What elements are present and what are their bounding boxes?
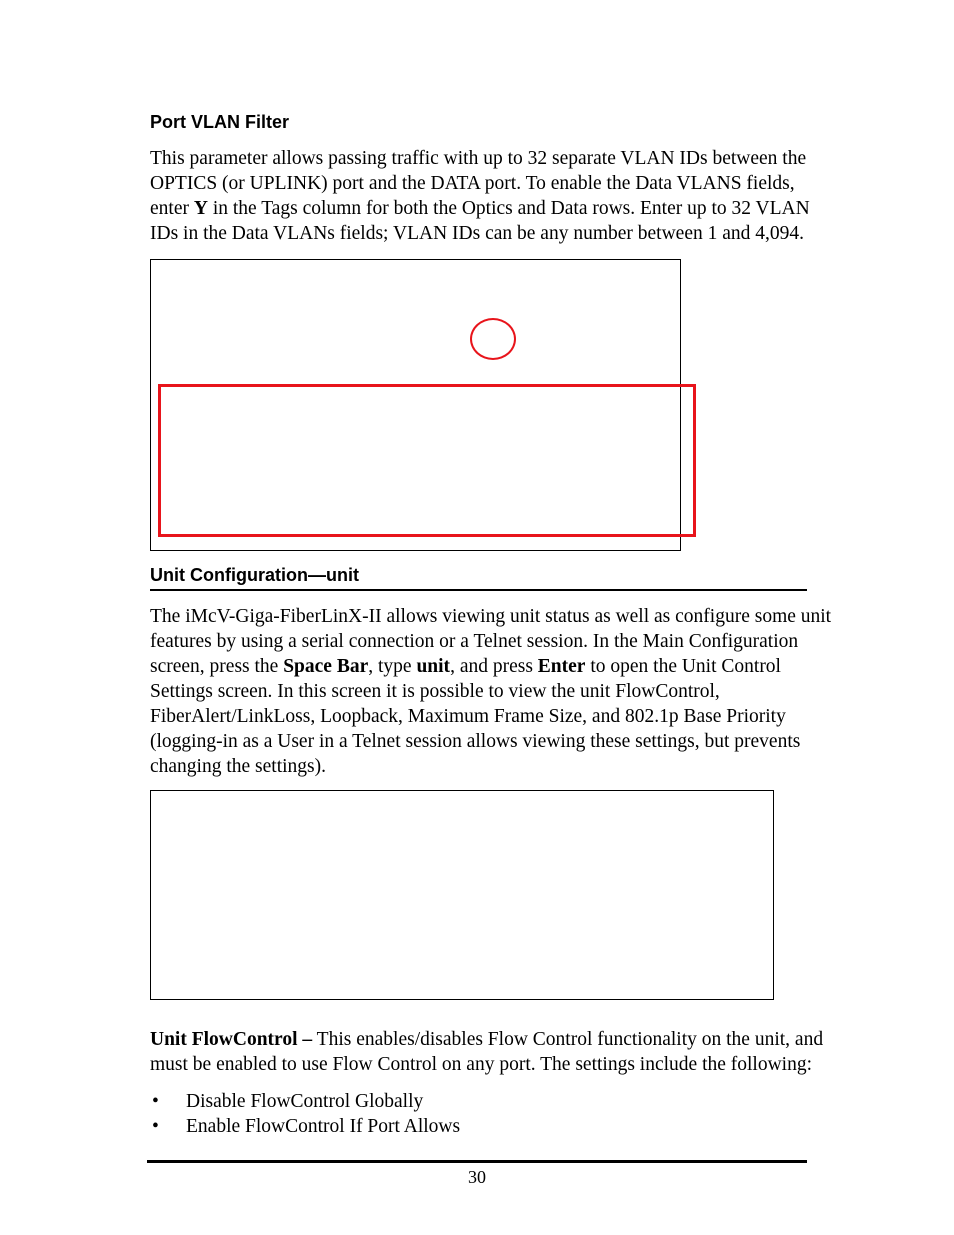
text-line: features by using a serial connection or a Telnet session. In the Main Configuration [150,631,799,652]
text-run: to open the Unit Control [585,656,781,677]
bullet-glyph: • [152,1116,159,1137]
text-line: changing the settings). [150,756,327,777]
text-run: in the Tags column for both the Optics and Data rows. Enter up to 32 VLAN [207,198,810,219]
text-line: Settings screen. In this screen it is possible to view the unit FlowControl, [150,681,720,702]
unit-control-screenshot-frame [150,790,774,1000]
text-line: FiberAlert/LinkLoss, Loopback, Maximum Frame Size, and 802.1p Base Priority [150,706,786,727]
text-line [150,196,810,221]
paragraph-unit-flowcontrol [150,1027,823,1077]
list-item-text: Enable FlowControl If Port Allows [186,1116,461,1137]
text-run: This enables/disables Flow Control functionality on the unit, and [312,1029,824,1050]
section-heading-port-vlan-filter: Port VLAN Filter [150,112,290,132]
bold-run: unit [416,656,451,677]
text-line: OPTICS (or UPLINK) port and the DATA port. To enable the Data VLANS fields, [150,173,795,194]
text-line [150,1027,823,1052]
list-item-text: Disable FlowControl Globally [186,1091,424,1112]
text-line: The iMcV-Giga-FiberLinX-II allows viewing unit status as well as configure some unit [150,606,832,627]
text-line: IDs in the Data VLANs fields; VLAN IDs can be any number between 1 and 4,094. [150,223,805,244]
page-number: 30 [468,1167,486,1187]
bullet-glyph: • [152,1091,159,1112]
text-line: must be enabled to use Flow Control on any port. The settings include the following: [150,1054,813,1075]
text-run: enter [150,198,194,219]
bold-run: Space Bar [283,656,369,677]
text-line: This parameter allows passing traffic with up to 32 separate VLAN IDs between the [150,148,807,169]
red-circle-annotation [470,318,516,360]
bold-run: Enter [537,656,586,677]
text-run: , and press [450,656,538,677]
section-heading-unit-configuration: Unit Configuration—unit [150,565,359,585]
text-line: (logging-in as a User in a Telnet session allows viewing these settings, but prevents [150,731,801,752]
paragraph-unit-configuration [150,604,831,779]
paragraph-port-vlan-filter [150,146,810,246]
text-run: , type [368,656,417,677]
bold-run: Unit FlowControl – [150,1029,313,1050]
text-line [150,654,831,679]
heading-underline [150,589,807,591]
text-run: screen, press the [150,656,284,677]
footer-rule [147,1160,807,1163]
red-rectangle-annotation [158,384,696,537]
bold-run: Y [193,198,208,219]
